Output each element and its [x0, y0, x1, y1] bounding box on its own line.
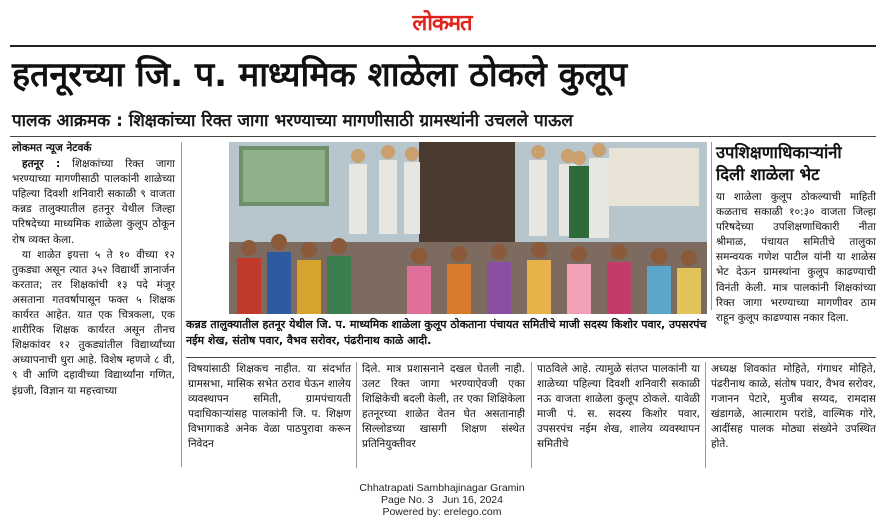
sidebar-divider	[711, 142, 712, 310]
caption-rule	[186, 357, 876, 358]
photo-caption: कन्नड तालुक्यातील हतनूर येथील जि. प. माध्यमिक शाळेला कुलूप ठोकताना पंचायत समितीचे माजी सदस्य किशोर पवार, उपसरपंच नईम शेख, संतोष पवार, वैभव सरोवर, पंढरीनाथ काळे आदी.	[186, 318, 707, 347]
column-1-paragraph-1: शिक्षकांच्या रिक्त जागा भरण्याच्या मागणीसाठी पालकांनी शाळेच्या पहिल्या दिवशी शनिवारी सकाळी ९ वाजता कन्नड तालुक्यातील हतनूर येथील जिल्हा परिषदेच्या माध्यमिक शाळेला कुलूप ठोकून रोष व्यक्त केला.	[12, 158, 175, 246]
article-column-5: अध्यक्ष शिवकांत मोहिते, गंगाधर मोहिते, पंढरीनाथ काळे, संतोष पवार, वैभव सरोवर, गजानन पेटारे, मुजीब सय्यद, रामदास खंडागळे, आत्माराम परांडे, वाल्मिक गोरे, आदींसह पालक मोठ्या संख्येने उपस्थित होते.	[711, 363, 876, 451]
column-divider	[181, 142, 182, 467]
page-footer	[300, 482, 584, 518]
column-divider	[356, 362, 357, 468]
article-subheadline: पालक आक्रमक : शिक्षकांच्या रिक्त जागा भरण्याच्या मागणीसाठी ग्रामस्थांनी उचलले पाऊल	[12, 111, 573, 131]
page-info: Page No. 3 Jun 16, 2024	[380, 494, 503, 506]
masthead-rule	[10, 45, 876, 47]
photo-illustration	[229, 142, 707, 314]
article-column-3: दिले. मात्र प्रशासनाने दखल घेतली नाही. उलट रिक्त जागा भरण्याऐवजी एका शिक्षिकेची बदली केली, तर एका शिक्षिकेला हतनूरच्या शाळेत वेतन घेत असतानाही सिल्लोडच्या खासगी शिक्षण संस्थेत प्रतिनियुक्तीवर	[362, 363, 525, 451]
subhead-rule	[10, 136, 876, 137]
column-divider	[531, 362, 532, 468]
sidebar-body: या शाळेला कुलूप ठोकल्याची माहिती कळताच सकाळी १०:३० वाजता जिल्हा परिषदेच्या उपशिक्षणाधिकारी नीता श्रीमाळ, पंचायत समितीचे तालुका समन्वयक गणेश पाटील यांनी या शाळेस भेट देऊन ग्रामस्थांना कुलूप काढण्याची विनंती केली. मात्र पालकांनी शिक्षकांच्या रिक्त जागा भरण्याच्या मागणीवर ठाम राहून कुलूप काढण्यास नकार दिला.	[716, 191, 876, 324]
powered-by: Powered by: erelego.com	[382, 506, 502, 518]
column-1-paragraph-2: या शाळेत इयत्ता ५ ते १० वीच्या १२ तुकड्या असून त्यात ३५२ विद्यार्थी ज्ञानार्जन करतात; तर शिक्षकांची १३ पदे मंजूर असताना गतवर्षापासून फक्त ५ शिक्षक कार्यरत आहेत. यात एक चित्रकला, एक शारीरिक शिक्षक कार्यरत असून तीनच शिक्षकांवर १२ तुकड्यांतील विद्यार्थ्यांच्या अध्यापनाची धुरा आहे. विशेष म्हणजे ८ वी, ९ वी आणि दहावीच्या विद्यार्थ्यांना गणित, इंग्रजी, विज्ञान या महत्त्वाच्या	[12, 248, 175, 397]
byline: लोकमत न्यूज नेटवर्क	[12, 142, 92, 154]
news-photo	[229, 142, 707, 314]
edition-name: Chhatrapati Sambhajinagar Gramin	[359, 482, 525, 494]
article-column-1	[12, 141, 175, 469]
article-column-2: विषयांसाठी शिक्षकच नाहीत. या संदर्भात ग्रामसभा, मासिक सभेत ठराव घेऊन शालेय व्यवस्थापन समिती, ग्रामपंचायती पदाधिकाऱ्यांसह पालकांनी जि. प. शिक्षण विभागाकडे अनेक वेळा पाठपुरावा करून निवेदन	[188, 363, 351, 451]
lokmat-logo: लोकमत	[412, 10, 472, 36]
sidebar-heading: उपशिक्षणाधिकाऱ्यांनी दिली शाळेला भेट	[716, 143, 842, 184]
article-headline: हतनूरच्या जि. प. माध्यमिक शाळेला ठोकले कुलूप	[12, 55, 628, 95]
dateline: हतनूर :	[22, 158, 61, 171]
column-divider	[705, 362, 706, 468]
article-column-4: पाठविले आहे. त्यामुळे संतप्त पालकांनी या शाळेच्या पहिल्या दिवशी शनिवारी सकाळी नऊ वाजता शाळेला कुलूप ठोकले. यावेळी माजी पं. स. सदस्य किशोर पवार, उपसरपंच नईम शेख, शालेय व्यवस्थापन समितीचे	[537, 363, 700, 451]
